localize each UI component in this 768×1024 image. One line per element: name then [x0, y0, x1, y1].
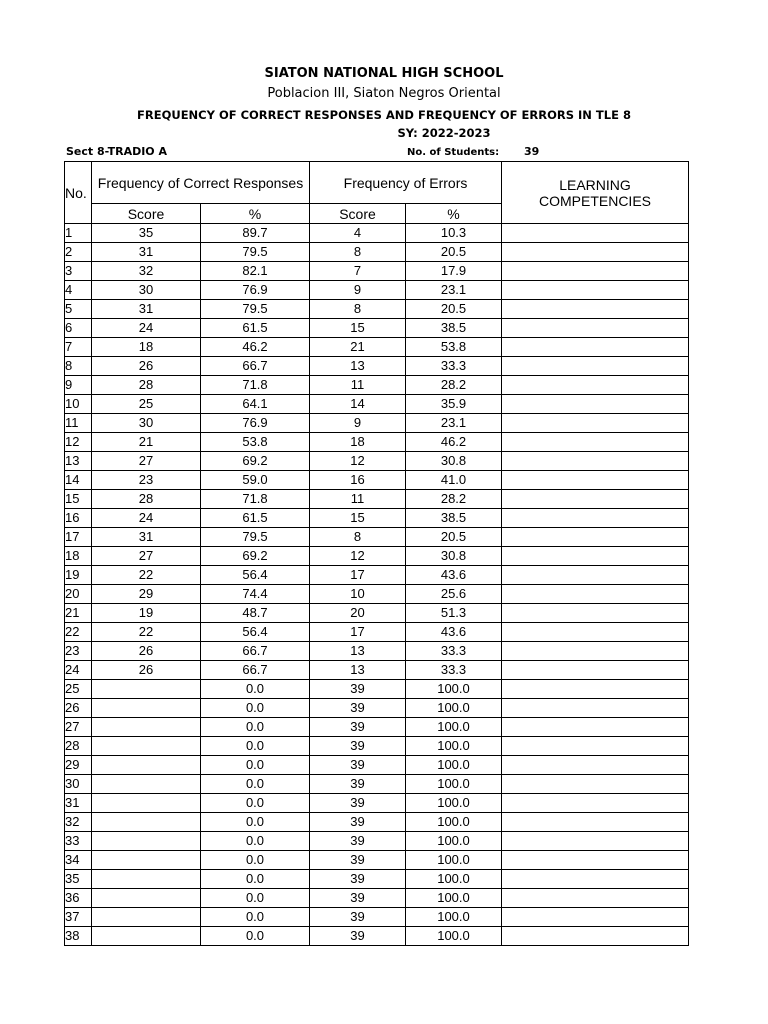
- correct-score: [92, 889, 201, 908]
- error-percent: 33.3: [406, 642, 502, 661]
- row-number: 6: [65, 319, 92, 338]
- error-percent: 43.6: [406, 566, 502, 585]
- table-row: [65, 699, 689, 718]
- table-row: [65, 566, 689, 585]
- correct-score: [92, 832, 201, 851]
- error-percent: 100.0: [406, 737, 502, 756]
- table-row: [65, 680, 689, 699]
- correct-score: 31: [92, 528, 201, 547]
- error-score: 17: [310, 566, 406, 585]
- correct-score: [92, 680, 201, 699]
- correct-score: 26: [92, 357, 201, 376]
- row-number: 22: [65, 623, 92, 642]
- correct-score: 28: [92, 376, 201, 395]
- error-percent: 33.3: [406, 661, 502, 680]
- learning-competencies-header: LEARNING COMPETENCIES: [502, 162, 689, 224]
- row-number: 35: [65, 870, 92, 889]
- correct-percent: 0.0: [201, 870, 310, 889]
- learning-competency-cell: [502, 642, 689, 661]
- table-row: [65, 908, 689, 927]
- table-row: [65, 794, 689, 813]
- correct-score: [92, 775, 201, 794]
- error-score: 13: [310, 642, 406, 661]
- learning-competency-cell: [502, 376, 689, 395]
- row-number: 5: [65, 300, 92, 319]
- error-percent: 17.9: [406, 262, 502, 281]
- correct-percent: 56.4: [201, 623, 310, 642]
- learning-competency-cell: [502, 433, 689, 452]
- error-score: 39: [310, 927, 406, 946]
- row-number: 8: [65, 357, 92, 376]
- row-number: 10: [65, 395, 92, 414]
- row-number: 2: [65, 243, 92, 262]
- error-score: 39: [310, 794, 406, 813]
- table-row: [65, 870, 689, 889]
- learning-competency-cell: [502, 718, 689, 737]
- error-score: 4: [310, 224, 406, 243]
- learning-competency-cell: [502, 566, 689, 585]
- correct-percent: 76.9: [201, 281, 310, 300]
- row-number: 26: [65, 699, 92, 718]
- table-row: [65, 224, 689, 243]
- error-score: 14: [310, 395, 406, 414]
- error-percent: 38.5: [406, 319, 502, 338]
- correct-percent-header: %: [201, 204, 310, 224]
- error-score: 7: [310, 262, 406, 281]
- learning-competency-cell: [502, 604, 689, 623]
- learning-competency-cell: [502, 699, 689, 718]
- table-row: [65, 490, 689, 509]
- error-percent: 100.0: [406, 870, 502, 889]
- error-percent: 100.0: [406, 851, 502, 870]
- table-row: [65, 889, 689, 908]
- table-row: [65, 623, 689, 642]
- correct-percent: 61.5: [201, 319, 310, 338]
- error-score: 39: [310, 832, 406, 851]
- table-row: [65, 471, 689, 490]
- learning-competency-cell: [502, 528, 689, 547]
- col-no-header: No.: [65, 162, 92, 224]
- row-number: 13: [65, 452, 92, 471]
- table-row: [65, 661, 689, 680]
- correct-score: 26: [92, 661, 201, 680]
- table-row: [65, 319, 689, 338]
- error-percent: 51.3: [406, 604, 502, 623]
- correct-percent: 46.2: [201, 338, 310, 357]
- correct-percent: 79.5: [201, 243, 310, 262]
- learning-competency-cell: [502, 927, 689, 946]
- correct-percent: 0.0: [201, 908, 310, 927]
- learning-competency-cell: [502, 395, 689, 414]
- correct-percent: 0.0: [201, 851, 310, 870]
- row-number: 18: [65, 547, 92, 566]
- error-percent: 20.5: [406, 300, 502, 319]
- row-number: 31: [65, 794, 92, 813]
- row-number: 36: [65, 889, 92, 908]
- error-score: 18: [310, 433, 406, 452]
- error-score-header: Score: [310, 204, 406, 224]
- correct-score: [92, 813, 201, 832]
- correct-percent: 0.0: [201, 927, 310, 946]
- row-number: 30: [65, 775, 92, 794]
- correct-percent: 59.0: [201, 471, 310, 490]
- correct-responses-header: Frequency of Correct Responses: [92, 162, 310, 204]
- error-score: 39: [310, 870, 406, 889]
- learning-competency-cell: [502, 661, 689, 680]
- error-score: 17: [310, 623, 406, 642]
- error-percent: 100.0: [406, 908, 502, 927]
- learning-competency-cell: [502, 623, 689, 642]
- correct-percent: 0.0: [201, 889, 310, 908]
- table-row: [65, 300, 689, 319]
- error-score: 13: [310, 357, 406, 376]
- learning-competency-cell: [502, 680, 689, 699]
- correct-score: [92, 756, 201, 775]
- row-number: 12: [65, 433, 92, 452]
- table-row: [65, 851, 689, 870]
- correct-score: 22: [92, 623, 201, 642]
- correct-score: 19: [92, 604, 201, 623]
- row-number: 32: [65, 813, 92, 832]
- correct-score: 31: [92, 300, 201, 319]
- error-percent: 10.3: [406, 224, 502, 243]
- students-count: 39: [524, 145, 540, 158]
- row-number: 20: [65, 585, 92, 604]
- learning-competency-cell: [502, 338, 689, 357]
- row-number: 16: [65, 509, 92, 528]
- error-score: 39: [310, 756, 406, 775]
- table-row: [65, 547, 689, 566]
- correct-percent: 82.1: [201, 262, 310, 281]
- table-row: [65, 585, 689, 604]
- table-row: [65, 376, 689, 395]
- correct-score: 29: [92, 585, 201, 604]
- correct-score: 25: [92, 395, 201, 414]
- correct-score: [92, 794, 201, 813]
- error-score: 39: [310, 680, 406, 699]
- error-score: 11: [310, 490, 406, 509]
- row-number: 15: [65, 490, 92, 509]
- correct-percent: 66.7: [201, 661, 310, 680]
- students-label: No. of Students:: [407, 147, 500, 158]
- correct-percent: 48.7: [201, 604, 310, 623]
- error-percent: 100.0: [406, 813, 502, 832]
- error-percent: 23.1: [406, 281, 502, 300]
- row-number: 23: [65, 642, 92, 661]
- correct-score: 24: [92, 319, 201, 338]
- correct-score: 30: [92, 414, 201, 433]
- learning-competency-cell: [502, 585, 689, 604]
- error-percent: 23.1: [406, 414, 502, 433]
- correct-percent: 79.5: [201, 528, 310, 547]
- learning-competency-cell: [502, 509, 689, 528]
- correct-percent: 0.0: [201, 737, 310, 756]
- table-row: [65, 414, 689, 433]
- learning-competency-cell: [502, 452, 689, 471]
- error-percent: 33.3: [406, 357, 502, 376]
- correct-score: 26: [92, 642, 201, 661]
- row-number: 29: [65, 756, 92, 775]
- error-score: 39: [310, 908, 406, 927]
- error-score: 39: [310, 718, 406, 737]
- correct-score: [92, 908, 201, 927]
- correct-percent: 89.7: [201, 224, 310, 243]
- correct-percent: 74.4: [201, 585, 310, 604]
- correct-score: 27: [92, 452, 201, 471]
- table-row: [65, 281, 689, 300]
- correct-percent: 69.2: [201, 452, 310, 471]
- correct-percent: 66.7: [201, 642, 310, 661]
- table-row: [65, 395, 689, 414]
- error-percent: 100.0: [406, 718, 502, 737]
- row-number: 27: [65, 718, 92, 737]
- learning-competency-cell: [502, 737, 689, 756]
- error-score: 9: [310, 414, 406, 433]
- correct-score: 21: [92, 433, 201, 452]
- school-address: Poblacion III, Siaton Negros Oriental: [267, 86, 501, 101]
- school-name: SIATON NATIONAL HIGH SCHOOL: [264, 66, 504, 81]
- correct-percent: 0.0: [201, 813, 310, 832]
- correct-percent: 64.1: [201, 395, 310, 414]
- error-score: 15: [310, 509, 406, 528]
- table-row: [65, 357, 689, 376]
- table-row: [65, 262, 689, 281]
- error-percent: 28.2: [406, 490, 502, 509]
- error-percent: 100.0: [406, 889, 502, 908]
- error-score: 39: [310, 813, 406, 832]
- error-percent: 25.6: [406, 585, 502, 604]
- correct-score: [92, 870, 201, 889]
- error-score: 8: [310, 243, 406, 262]
- correct-score: 27: [92, 547, 201, 566]
- row-number: 7: [65, 338, 92, 357]
- learning-competency-cell: [502, 851, 689, 870]
- correct-percent: 79.5: [201, 300, 310, 319]
- learning-competency-cell: [502, 794, 689, 813]
- error-percent: 41.0: [406, 471, 502, 490]
- error-score: 21: [310, 338, 406, 357]
- error-score: 16: [310, 471, 406, 490]
- error-score: 12: [310, 547, 406, 566]
- error-percent: 100.0: [406, 699, 502, 718]
- learning-competency-cell: [502, 471, 689, 490]
- error-percent: 100.0: [406, 794, 502, 813]
- correct-score-header: Score: [92, 204, 201, 224]
- row-number: 37: [65, 908, 92, 927]
- correct-percent: 0.0: [201, 718, 310, 737]
- error-score: 39: [310, 851, 406, 870]
- error-score: 13: [310, 661, 406, 680]
- table-row: [65, 433, 689, 452]
- error-score: 12: [310, 452, 406, 471]
- table-row: [65, 509, 689, 528]
- table-row: [65, 338, 689, 357]
- learning-competency-cell: [502, 490, 689, 509]
- correct-score: 30: [92, 281, 201, 300]
- correct-percent: 76.9: [201, 414, 310, 433]
- learning-competency-cell: [502, 756, 689, 775]
- learning-competency-cell: [502, 300, 689, 319]
- correct-percent: 56.4: [201, 566, 310, 585]
- correct-score: 28: [92, 490, 201, 509]
- learning-competency-cell: [502, 243, 689, 262]
- learning-competency-cell: [502, 224, 689, 243]
- row-number: 19: [65, 566, 92, 585]
- error-percent: 53.8: [406, 338, 502, 357]
- row-number: 38: [65, 927, 92, 946]
- correct-score: 22: [92, 566, 201, 585]
- learning-competency-cell: [502, 357, 689, 376]
- learning-competency-cell: [502, 813, 689, 832]
- correct-score: 18: [92, 338, 201, 357]
- error-percent: 100.0: [406, 927, 502, 946]
- error-percent: 38.5: [406, 509, 502, 528]
- error-score: 39: [310, 775, 406, 794]
- correct-percent: 0.0: [201, 699, 310, 718]
- table-row: [65, 718, 689, 737]
- error-score: 20: [310, 604, 406, 623]
- table-row: [65, 927, 689, 946]
- learning-competency-cell: [502, 775, 689, 794]
- table-row: [65, 528, 689, 547]
- correct-percent: 69.2: [201, 547, 310, 566]
- learning-competency-cell: [502, 547, 689, 566]
- correct-score: 35: [92, 224, 201, 243]
- table-row: [65, 756, 689, 775]
- row-number: 4: [65, 281, 92, 300]
- row-number: 1: [65, 224, 92, 243]
- correct-score: 31: [92, 243, 201, 262]
- table-row: [65, 813, 689, 832]
- correct-score: [92, 927, 201, 946]
- error-percent: 46.2: [406, 433, 502, 452]
- frequency-table: [64, 161, 689, 946]
- correct-percent: 0.0: [201, 775, 310, 794]
- correct-score: [92, 699, 201, 718]
- correct-percent: 61.5: [201, 509, 310, 528]
- error-score: 15: [310, 319, 406, 338]
- row-number: 21: [65, 604, 92, 623]
- row-number: 14: [65, 471, 92, 490]
- correct-score: 32: [92, 262, 201, 281]
- row-number: 11: [65, 414, 92, 433]
- correct-percent: 0.0: [201, 794, 310, 813]
- learning-competency-cell: [502, 281, 689, 300]
- table-row: [65, 243, 689, 262]
- correct-percent: 66.7: [201, 357, 310, 376]
- correct-percent: 0.0: [201, 756, 310, 775]
- learning-competency-cell: [502, 908, 689, 927]
- row-number: 17: [65, 528, 92, 547]
- error-percent: 100.0: [406, 832, 502, 851]
- row-number: 25: [65, 680, 92, 699]
- school-year: SY: 2022-2023: [397, 126, 491, 140]
- correct-score: [92, 718, 201, 737]
- table-row: [65, 604, 689, 623]
- error-percent: 28.2: [406, 376, 502, 395]
- row-number: 34: [65, 851, 92, 870]
- errors-header: Frequency of Errors: [310, 162, 502, 204]
- error-percent: 100.0: [406, 775, 502, 794]
- error-percent: 100.0: [406, 680, 502, 699]
- error-percent: 43.6: [406, 623, 502, 642]
- error-score: 8: [310, 528, 406, 547]
- correct-score: 24: [92, 509, 201, 528]
- correct-percent: 0.0: [201, 680, 310, 699]
- learning-competency-cell: [502, 832, 689, 851]
- table-row: [65, 452, 689, 471]
- error-score: 39: [310, 889, 406, 908]
- table-row: [65, 775, 689, 794]
- row-number: 3: [65, 262, 92, 281]
- correct-score: 23: [92, 471, 201, 490]
- row-number: 28: [65, 737, 92, 756]
- learning-competency-cell: [502, 889, 689, 908]
- error-score: 39: [310, 737, 406, 756]
- row-number: 9: [65, 376, 92, 395]
- error-score: 10: [310, 585, 406, 604]
- error-score: 39: [310, 699, 406, 718]
- learning-competency-cell: [502, 262, 689, 281]
- correct-percent: 71.8: [201, 490, 310, 509]
- learning-competency-cell: [502, 870, 689, 889]
- row-number: 24: [65, 661, 92, 680]
- correct-percent: 71.8: [201, 376, 310, 395]
- section-label: Sect 8-TRADIO A: [66, 145, 167, 158]
- error-percent-header: %: [406, 204, 502, 224]
- learning-competency-cell: [502, 414, 689, 433]
- table-row: [65, 832, 689, 851]
- error-percent: 20.5: [406, 243, 502, 262]
- table-row: [65, 642, 689, 661]
- correct-percent: 0.0: [201, 832, 310, 851]
- correct-score: [92, 851, 201, 870]
- error-percent: 20.5: [406, 528, 502, 547]
- error-percent: 100.0: [406, 756, 502, 775]
- error-percent: 30.8: [406, 452, 502, 471]
- learning-competency-cell: [502, 319, 689, 338]
- error-score: 8: [310, 300, 406, 319]
- error-percent: 35.9: [406, 395, 502, 414]
- report-title: FREQUENCY OF CORRECT RESPONSES AND FREQUENCY OF ERRORS IN TLE 8: [137, 108, 631, 122]
- row-number: 33: [65, 832, 92, 851]
- error-score: 11: [310, 376, 406, 395]
- error-score: 9: [310, 281, 406, 300]
- table-row: [65, 737, 689, 756]
- error-percent: 30.8: [406, 547, 502, 566]
- correct-percent: 53.8: [201, 433, 310, 452]
- correct-score: [92, 737, 201, 756]
